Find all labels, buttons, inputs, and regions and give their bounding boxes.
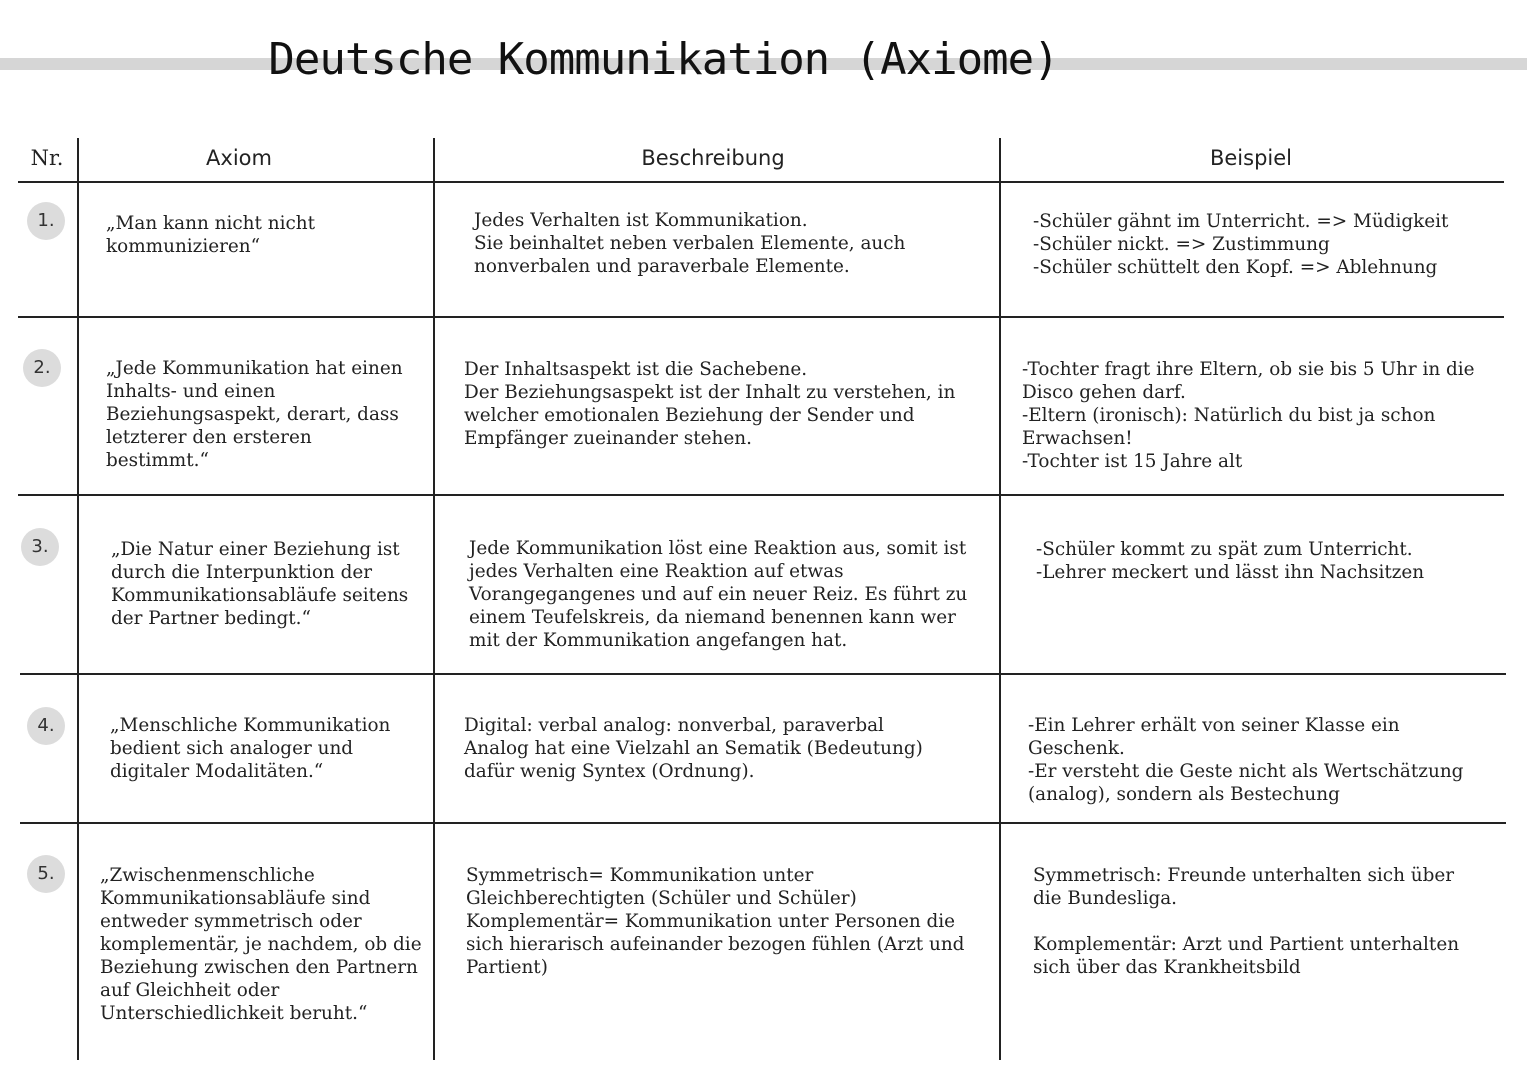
row-divider: [20, 673, 1506, 675]
header-nr: Nr.: [30, 146, 64, 170]
axiom-text: „Man kann nicht nicht kommunizieren“: [106, 213, 316, 257]
row-divider: [18, 316, 1504, 318]
beispiel-text: -Tochter fragt ihre Eltern, ob sie bis 5 Uhr in die Disco gehen darf. -Eltern (ironisch): Natürlich du bist ja schon Erwachsen! -Tochter ist 15 Jahre alt: [1022, 359, 1475, 472]
column-divider: [999, 138, 1001, 1060]
page-title: Deutsche Kommunikation (Axiome): [268, 34, 1059, 85]
beschreibung-text: Digital: verbal analog: nonverbal, paraverbal Analog hat eine Vielzahl an Sematik (Bedeutung) dafür wenig Syntex (Ordnung).: [464, 715, 923, 782]
row-number-badge: 2.: [23, 349, 61, 387]
beschreibung-text: Jede Kommunikation löst eine Reaktion aus, somit ist jedes Verhalten eine Reaktion auf etwas Vorangegangenes und auf ein neuer Reiz. Es führt zu einem Teufelskreis, da niemand benennen kann wer mit der Kommunikation angefangen hat.: [469, 538, 968, 651]
row-divider: [18, 494, 1504, 496]
beispiel-text: -Schüler gähnt im Unterricht. => Müdigkeit -Schüler nickt. => Zustimmung -Schüler schüttelt den Kopf. => Ablehnung: [1033, 211, 1449, 278]
column-divider: [433, 138, 435, 1060]
axiom-text: „Zwischenmenschliche Kommunikationsabläufe sind entweder symmetrisch oder komplementär, je nachdem, ob die Beziehung zwischen den Partnern auf Gleichheit oder Unterschiedlichkeit beruht.“: [100, 865, 422, 1024]
beispiel-text: Symmetrisch: Freunde unterhalten sich über die Bundesliga. Komplementär: Arzt und Partient unterhalten sich über das Krankheitsbild: [1033, 865, 1460, 978]
beschreibung-text: Jedes Verhalten ist Kommunikation. Sie beinhaltet neben verbalen Elemente, auch nonverbalen und paraverbale Elemente.: [474, 210, 906, 277]
axiom-text: „Die Natur einer Beziehung ist durch die Interpunktion der Kommunikationsabläufe seitens der Partner bedingt.“: [111, 539, 409, 629]
header-axiom: Axiom: [206, 146, 272, 170]
axiom-text: „Menschliche Kommunikation bedient sich analoger und digitaler Modalitäten.“: [110, 715, 391, 782]
header-beispiel: Beispiel: [1209, 146, 1293, 170]
header-divider: [18, 181, 1504, 183]
beispiel-text: -Ein Lehrer erhält von seiner Klasse ein Geschenk. -Er versteht die Geste nicht als Wertschätzung (analog), sondern als Bestechung: [1028, 715, 1464, 805]
header-beschreibung: Beschreibung: [641, 146, 785, 170]
beschreibung-text: Der Inhaltsaspekt ist die Sachebene. Der Beziehungsaspekt ist der Inhalt zu verstehen, in welcher emotionalen Beziehung der Sender und Empfänger zueinander stehen.: [464, 359, 956, 449]
row-number-badge: 4.: [27, 707, 65, 745]
beschreibung-text: Symmetrisch= Kommunikation unter Gleichberechtigten (Schüler und Schüler) Komplementär= Kommunikation unter Personen die sich hierarisch aufeinander bezogen fühlen (Arzt und Partient): [466, 865, 965, 978]
row-number-badge: 3.: [21, 528, 59, 566]
beispiel-text: -Schüler kommt zu spät zum Unterricht. -Lehrer meckert und lässt ihn Nachsitzen: [1036, 539, 1425, 583]
row-number-badge: 1.: [27, 202, 65, 240]
row-number-badge: 5.: [27, 855, 65, 893]
axiom-text: „Jede Kommunikation hat einen Inhalts- und einen Beziehungsaspekt, derart, dass letzterer den ersteren bestimmt.“: [106, 358, 403, 471]
column-divider: [77, 138, 79, 1060]
row-divider: [20, 822, 1506, 824]
